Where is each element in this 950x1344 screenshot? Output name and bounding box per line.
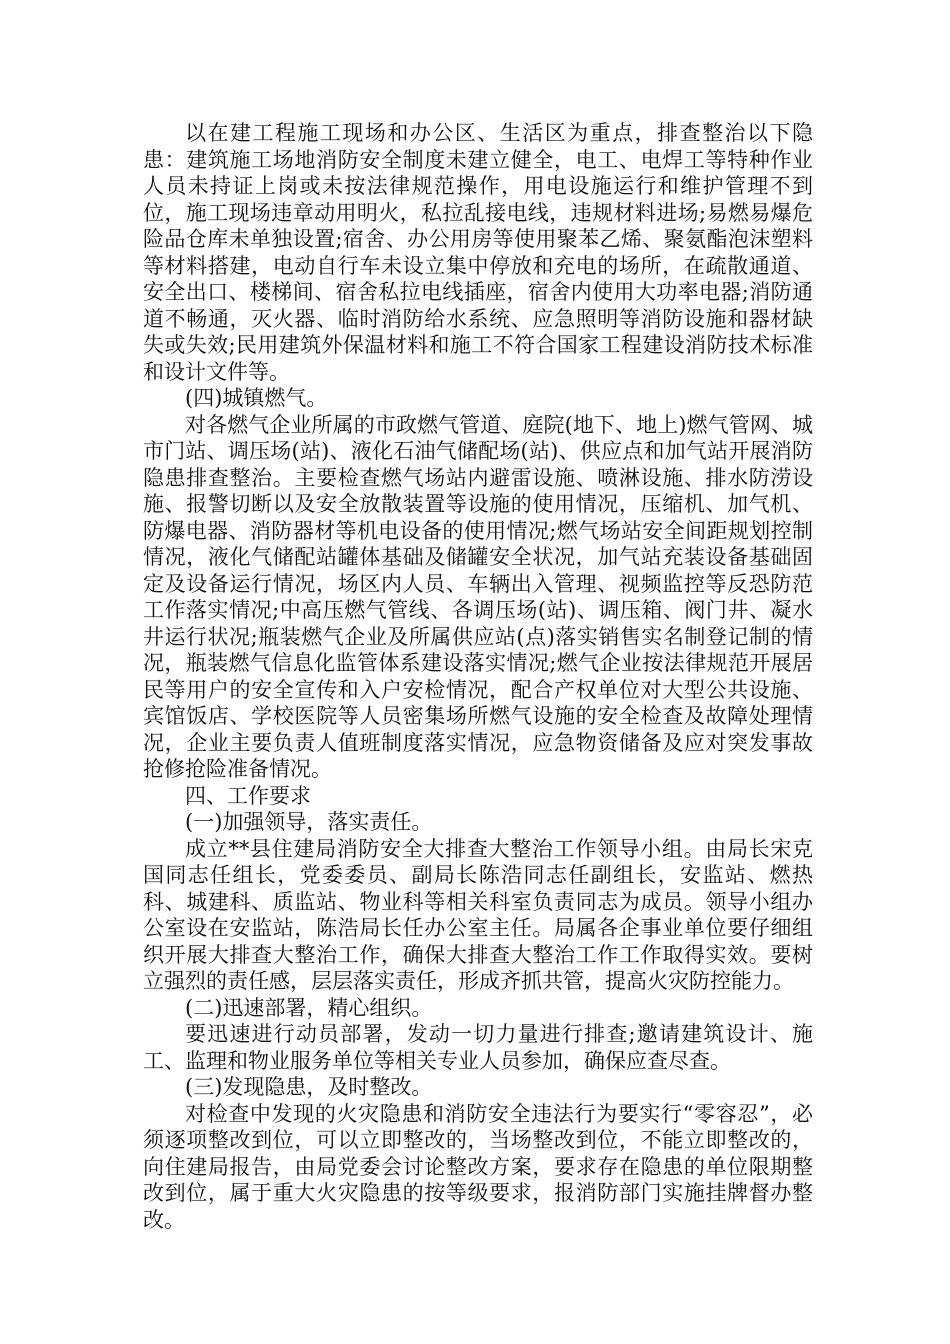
paragraph-rectification: 对检查中发现的火灾隐患和消防安全违法行为要实行“零容忍”，必须逐项整改到位，可以立即整改的，当场整改到位，不能立即整改的，向住建局报告，由局党委会讨论整改方案，要求存在隐患的单位限期整改到位，属于重大火灾隐患的按等级要求，报消防部门实施挂牌督办整改。 (143, 1101, 813, 1232)
paragraph-leadership-group: 成立**县住建局消防安全大排查大整治工作领导小组。由局长宋克国同志任组长，党委委员、副局长陈浩同志任副组长，安监站、燃热科、城建科、质监站、物业科等相关科室负责同志为成员。领导小组办公室设在安监站，陈浩局长任办公室主任。局属各企事业单位要仔细组织开展大排查大整治工作，确保大排查大整治工作工作取得实效。要树立强烈的责任感，层层落实责任，形成齐抓共管，提高火灾防控能力。 (143, 836, 813, 993)
paragraph-gas-inspection: 对各燃气企业所属的市政燃气管道、庭院(地下、地上)燃气管网、城市门站、调压场(站)、液化石油气储配场(站)、供应点和加气站开展消防隐患排查整治。主要检查燃气场站内避雷设施、喷淋设施、排水防涝设施、报警切断以及安全放散装置等设施的使用情况，压缩机、加气机、防爆电器、消防器材等机电设备的使用情况;燃气场站安全间距规划控制情况，液化气储配站罐体基础及储罐安全状况，加气站充装设备基础固定及设备运行情况，场区内人员、车辆出入管理、视频监控等反恐防范工作落实情况;中高压燃气管线、各调压场(站)、调压箱、阀门井、凝水井运行状况;瓶装燃气企业及所属供应站(点)落实销售实名制登记制的情况，瓶装燃气信息化监管体系建设落实情况;燃气企业按法律规范开展居民等用户的安全宣传和入户安检情况，配合产权单位对大型公共设施、宾馆饭店、学校医院等人员密集场所燃气设施的安全检查及故障处理情况，企业主要负责人值班制度落实情况，应急物资储备及应对突发事故抢修抢险准备情况。 (143, 412, 813, 781)
heading-urban-gas: (四)城镇燃气。 (185, 386, 328, 410)
document-body (143, 120, 813, 1233)
paragraph-construction-hazards: 以在建工程施工现场和办公区、生活区为重点，排查整治以下隐患：建筑施工场地消防安全制度未建立健全，电工、电焊工等特种作业人员未持证上岗或未按法律规范操作，用电设施运行和维护管理不到位，施工现场违章动用明火，私拉乱接电线，违规材料进场;易燃易爆危险品仓库未单独设置;宿舍、办公用房等使用聚苯乙烯、聚氨酯泡沫塑料等材料搭建，电动自行车未设立集中停放和充电的场所，在疏散通道、安全出口、楼梯间、宿舍私拉电线插座，宿舍内使用大功率电器;消防通道不畅通，灭火器、临时消防给水系统、应急照明等消防设施和器材缺失或失效;民用建筑外保温材料和施工不符合国家工程建设消防技术标准和设计文件等。 (143, 121, 813, 384)
heading-rapid-deployment: (二)迅速部署，精心组织。 (185, 995, 433, 1020)
paragraph-deployment: 要迅速进行动员部署，发动一切力量进行排查;邀请建筑设计、施工、监理和物业服务单位等相关专业人员参加，确保应查尽查。 (143, 1022, 813, 1073)
heading-work-requirements: 四、工作要求 (185, 783, 311, 808)
heading-strengthen-leadership: (一)加强领导，落实责任。 (185, 810, 433, 834)
heading-rectification: (三)发现隐患，及时整改。 (185, 1075, 433, 1099)
